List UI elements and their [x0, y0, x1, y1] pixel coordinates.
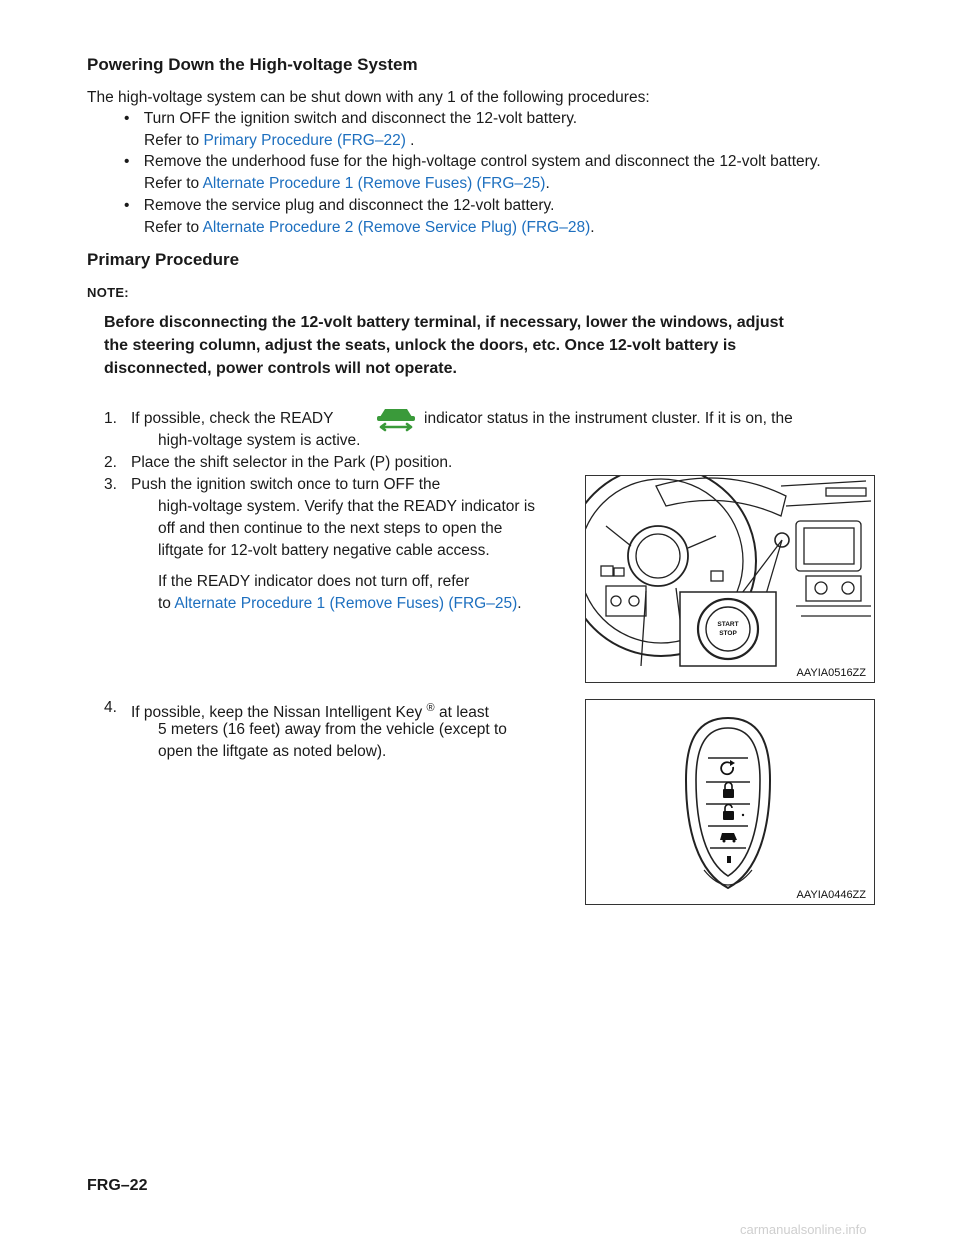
intro-text: The high-voltage system can be shut down with any 1 of the following procedures:	[87, 89, 650, 106]
bullet-1-text: Turn OFF the ignition switch and disconnect the 12-volt battery.	[143, 110, 578, 127]
step-3-number: 3.	[104, 476, 117, 493]
step-4-line: 5 meters (16 feet) away from the vehicle (except to	[158, 721, 507, 738]
step-3-refer	[158, 593, 522, 615]
note-line: disconnected, power controls will not operate.	[104, 360, 457, 377]
refer-prefix: to	[158, 595, 175, 612]
step-1-text-b: indicator status in the instrument cluster. If it is on, the	[424, 410, 793, 427]
step-3-line: off and then continue to the next steps to open the	[158, 520, 503, 537]
step-4-number: 4.	[104, 699, 117, 716]
bullet-2-text: Remove the underhood fuse for the high-voltage control system and disconnect the 12-volt battery.	[143, 153, 821, 170]
refer-prefix: Refer to	[144, 219, 203, 236]
bullet-3	[124, 195, 554, 217]
refer-suffix: .	[517, 595, 522, 612]
figure-start-stop-button	[585, 475, 875, 683]
bullet-dot: •	[124, 110, 130, 127]
link-alternate-procedure-1-step3[interactable]: Alternate Procedure 1 (Remove Fuses) (FRG–25)	[174, 595, 518, 612]
refer-prefix: Refer to	[144, 132, 204, 149]
bullet-3-refer	[144, 217, 595, 239]
bullet-1-refer	[144, 130, 415, 152]
step-4-line: open the liftgate as noted below).	[158, 743, 387, 760]
step-3-note: If the READY indicator does not turn off, refer	[158, 573, 470, 590]
bullet-2	[124, 151, 821, 173]
step-4-text-lines	[158, 719, 507, 763]
bullet-dot: •	[124, 197, 130, 214]
link-alternate-procedure-2[interactable]: Alternate Procedure 2 (Remove Service Plug) (FRG–28)	[202, 219, 591, 236]
refer-prefix: Refer to	[144, 175, 203, 192]
dashboard-illustration	[586, 476, 874, 682]
figure-intelligent-key	[585, 699, 875, 905]
registered-mark: ®	[426, 702, 435, 714]
step-3-line: Push the ignition switch once to turn OFF the	[131, 476, 441, 493]
page-number: FRG–22	[87, 1177, 148, 1194]
step-4-line-b: at least	[438, 704, 489, 722]
ready-indicator-icon	[375, 405, 417, 433]
step-4-line-a: If possible, keep the Nissan Intelligent Key	[131, 704, 423, 722]
note-label: NOTE:	[87, 285, 129, 300]
link-alternate-procedure-1[interactable]: Alternate Procedure 1 (Remove Fuses) (FRG–25)	[202, 175, 546, 192]
note-line: the steering column, adjust the seats, unlock the doors, etc. Once 12-volt battery is	[104, 337, 737, 354]
step-1-text-c: high-voltage system is active.	[158, 432, 361, 449]
intelligent-key-illustration	[586, 700, 874, 904]
primary-procedure-title: Primary Procedure	[87, 250, 240, 269]
bullet-2-refer	[144, 173, 550, 195]
button-label-start: START	[717, 621, 739, 628]
watermark[interactable]: carmanualsonline.info	[740, 1222, 867, 1237]
step-1-text-a: If possible, check the READY	[131, 410, 334, 427]
step-3-text	[131, 474, 535, 562]
figure-2-code: AAYIA0446ZZ	[796, 889, 866, 901]
figure-1-code: AAYIA0516ZZ	[796, 667, 866, 679]
note-text	[104, 311, 784, 380]
refer-suffix: .	[545, 175, 550, 192]
step-2-number: 2.	[104, 454, 117, 471]
step-3-line: high-voltage system. Verify that the READY indicator is	[158, 498, 536, 515]
section-title: Powering Down the High-voltage System	[87, 55, 418, 74]
step-2-text: Place the shift selector in the Park (P) position.	[131, 454, 453, 471]
button-label-stop: STOP	[719, 630, 737, 637]
refer-suffix: .	[405, 132, 415, 149]
step-1-number: 1.	[104, 410, 117, 427]
link-primary-procedure[interactable]: Primary Procedure (FRG–22)	[203, 132, 406, 149]
bullet-1	[124, 108, 577, 130]
step-3-line: liftgate for 12-volt battery negative cable access.	[158, 542, 490, 559]
note-line: Before disconnecting the 12-volt battery terminal, if necessary, lower the windows, adjust	[104, 314, 784, 331]
refer-suffix: .	[590, 219, 595, 236]
bullet-dot: •	[124, 153, 130, 170]
bullet-3-text: Remove the service plug and disconnect the 12-volt battery.	[143, 197, 555, 214]
